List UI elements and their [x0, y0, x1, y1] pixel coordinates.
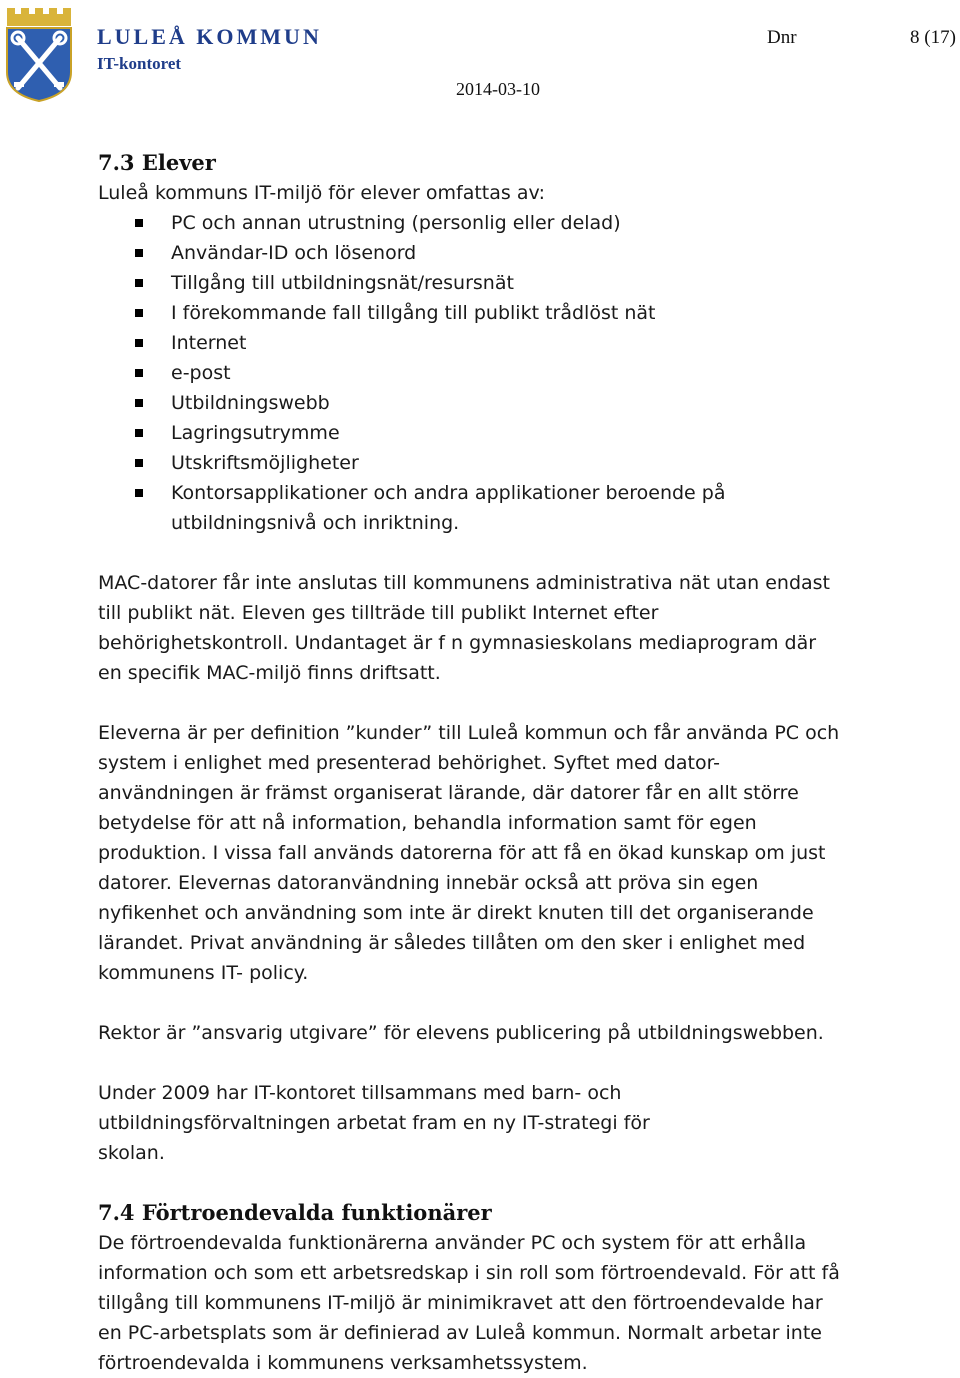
document-date: 2014-03-10 — [456, 79, 540, 99]
list-item: PC och annan utrustning (personlig eller delad) — [98, 208, 888, 238]
paragraph-it-strategy: Under 2009 har IT-kontoret tillsammans med barn- och utbildningsförvaltningen arbetat fram en ny IT-strategi för skolan. — [98, 1082, 650, 1164]
crest-icon — [4, 2, 74, 102]
list-item: Lagringsutrymme — [98, 418, 888, 448]
list-item: e-post — [98, 358, 888, 388]
bullet-icon — [135, 459, 143, 467]
list-item: Tillgång till utbildningsnät/resursnät — [98, 268, 888, 298]
bullet-icon — [135, 489, 143, 497]
list-item: Utskriftsmöjligheter — [98, 448, 888, 478]
paragraph-mac-computers: MAC-datorer får inte anslutas till kommunens administrativa nät utan endast till publikt nät. Eleven ges tillträde till publikt Internet efter behörighetskontroll. Undantaget är f n gymnasieskolans mediaprogram där en specifik MAC-miljö finns driftsatt. — [98, 572, 831, 684]
list-item: I förekommande fall tillgång till publikt trådlöst nät — [98, 298, 888, 328]
bullet-icon — [135, 429, 143, 437]
department-name: IT-kontoret — [97, 54, 182, 73]
bullet-icon — [135, 309, 143, 317]
bullet-icon — [135, 249, 143, 257]
document-body — [98, 148, 888, 1378]
it-environment-list — [98, 208, 888, 538]
list-item: Kontorsapplikationer och andra applikationer beroende på utbildningsnivå och inriktning. — [98, 478, 888, 538]
paragraph-students-usage: Eleverna är per definition ”kunder” till Luleå kommun och får använda PC och system i enlighet med presenterad behörighet. Syftet med dator-användningen är främst organiserat lärande, där datorer får en allt större betydelse för att nå information, behandla information samt för egen produktion. I vissa fall används datorerna för att få en ökad kunskap om just datorer. Elevernas datoranvändning innebär också att pröva sin egen nyfikenhet och användning som inte är direkt knuten till det organiserande lärandet. Privat användning är således tillåten om den sker i enlighet med kommunens IT- policy. — [98, 722, 840, 984]
bullet-icon — [135, 279, 143, 287]
section-heading-7-3: 7.3 Elever — [98, 150, 216, 175]
bullet-icon — [135, 399, 143, 407]
section-intro: Luleå kommuns IT-miljö för elever omfattas av: — [98, 182, 546, 204]
list-item: Utbildningswebb — [98, 388, 888, 418]
bullet-icon — [135, 219, 143, 227]
list-item: Internet — [98, 328, 888, 358]
bullet-icon — [135, 339, 143, 347]
section-heading-7-4: 7.4 Förtroendevalda funktionärer — [98, 1200, 492, 1225]
bullet-icon — [135, 369, 143, 377]
paragraph-elected-officials: De förtroendevalda funktionärerna använder PC och system för att erhålla information och som ett arbetsredskap i sin roll som förtroendevald. För att få tillgång till kommunens IT-miljö är minimikravet att den förtroendevalde har en PC-arbetsplats som är definierad av Luleå kommun. Normalt arbetar inte förtroendevalda i kommunens verksamhetssystem. — [98, 1232, 840, 1374]
municipality-crest-logo — [4, 2, 74, 102]
dnr-label: Dnr — [767, 27, 797, 48]
organization-name: LULEÅ KOMMUN — [97, 24, 322, 49]
list-item: Användar-ID och lösenord — [98, 238, 888, 268]
page-number: 8 (17) — [910, 27, 956, 48]
paragraph-principal: Rektor är ”ansvarig utgivare” för elevens publicering på utbildningswebben. — [98, 1022, 824, 1044]
